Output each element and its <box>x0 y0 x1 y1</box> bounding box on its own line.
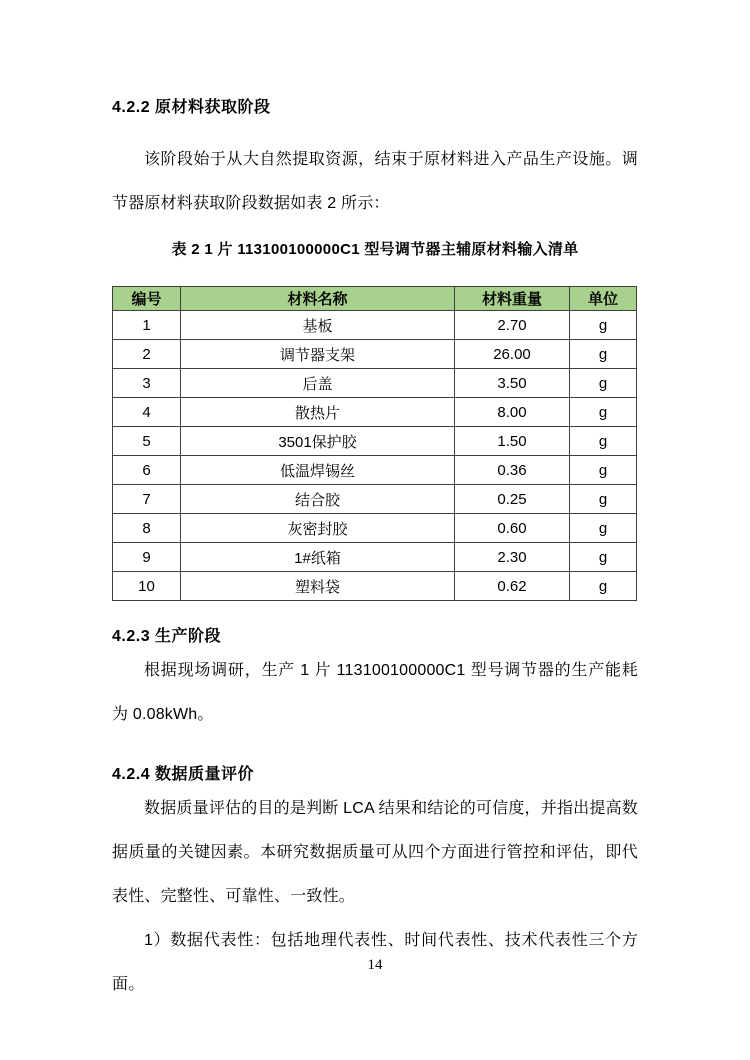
table-cell: 散热片 <box>181 398 455 427</box>
table-cell: 调节器支架 <box>181 340 455 369</box>
table-cell: 1 <box>113 311 181 340</box>
table-cell: g <box>570 456 637 485</box>
table-cell: 8 <box>113 514 181 543</box>
table-cell: 0.60 <box>455 514 570 543</box>
table-cell: 2 <box>113 340 181 369</box>
table-cell: g <box>570 543 637 572</box>
table-cell: 后盖 <box>181 369 455 398</box>
table-cell: 基板 <box>181 311 455 340</box>
table-cell: g <box>570 398 637 427</box>
table-cell: g <box>570 340 637 369</box>
table-cell: 2.30 <box>455 543 570 572</box>
table-cell: 3 <box>113 369 181 398</box>
list-item-data-representativeness: 1）数据代表性：包括地理代表性、时间代表性、技术代表性三个方面。 <box>112 932 638 993</box>
table-cell: 7 <box>113 485 181 514</box>
table-cell: 26.00 <box>455 340 570 369</box>
table-cell: 5 <box>113 427 181 456</box>
table-caption: 表 2 1 片 113100100000C1 型号调节器主辅原材料输入清单 <box>171 241 579 258</box>
section-heading-4-2-3: 4.2.3 生产阶段 <box>112 628 222 645</box>
table-row <box>113 369 637 398</box>
column-header-number: 编号 <box>113 287 181 311</box>
table-row <box>113 572 637 601</box>
table-cell: 0.36 <box>455 456 570 485</box>
section-heading-4-2-2: 4.2.2 原材料获取阶段 <box>112 99 271 116</box>
materials-table <box>112 286 637 601</box>
table-row <box>113 543 637 572</box>
table-cell: 0.62 <box>455 572 570 601</box>
table-cell: 8.00 <box>455 398 570 427</box>
table-cell: g <box>570 572 637 601</box>
page-number: 14 <box>367 957 383 973</box>
table-row <box>113 340 637 369</box>
table-row <box>113 514 637 543</box>
table-row <box>113 485 637 514</box>
table-cell: 3501保护胶 <box>181 427 455 456</box>
table-cell: 10 <box>113 572 181 601</box>
table-cell: 2.70 <box>455 311 570 340</box>
table-cell: g <box>570 514 637 543</box>
table-row <box>113 398 637 427</box>
table-cell: 6 <box>113 456 181 485</box>
table-cell: 低温焊锡丝 <box>181 456 455 485</box>
table-cell: 3.50 <box>455 369 570 398</box>
paragraph-production-stage: 根据现场调研，生产 1 片 113100100000C1 型号调节器的生产能耗为 0.08kWh。 <box>112 662 638 723</box>
column-header-unit: 单位 <box>570 287 637 311</box>
table-cell: 0.25 <box>455 485 570 514</box>
table-cell: 结合胶 <box>181 485 455 514</box>
table-cell: g <box>570 427 637 456</box>
section-heading-4-2-4: 4.2.4 数据质量评价 <box>112 766 255 783</box>
table-cell: g <box>570 369 637 398</box>
paragraph-data-quality: 数据质量评估的目的是判断 LCA 结果和结论的可信度，并指出提高数据质量的关键因素。本研究数据质量可从四个方面进行管控和评估，即代表性、完整性、可靠性、一致性。 <box>112 800 638 905</box>
table-cell: 9 <box>113 543 181 572</box>
table-header-row <box>113 287 637 311</box>
table-cell: 1.50 <box>455 427 570 456</box>
column-header-material-name: 材料名称 <box>181 287 455 311</box>
table-row <box>113 427 637 456</box>
table-cell: 1#纸箱 <box>181 543 455 572</box>
table-cell: g <box>570 485 637 514</box>
table-cell: 塑料袋 <box>181 572 455 601</box>
table-cell: 4 <box>113 398 181 427</box>
table-row <box>113 311 637 340</box>
column-header-material-weight: 材料重量 <box>455 287 570 311</box>
paragraph-raw-material-stage: 该阶段始于从大自然提取资源，结束于原材料进入产品生产设施。调节器原材料获取阶段数据如表 2 所示： <box>112 151 638 212</box>
table-row <box>113 456 637 485</box>
table-cell: g <box>570 311 637 340</box>
table-cell: 灰密封胶 <box>181 514 455 543</box>
